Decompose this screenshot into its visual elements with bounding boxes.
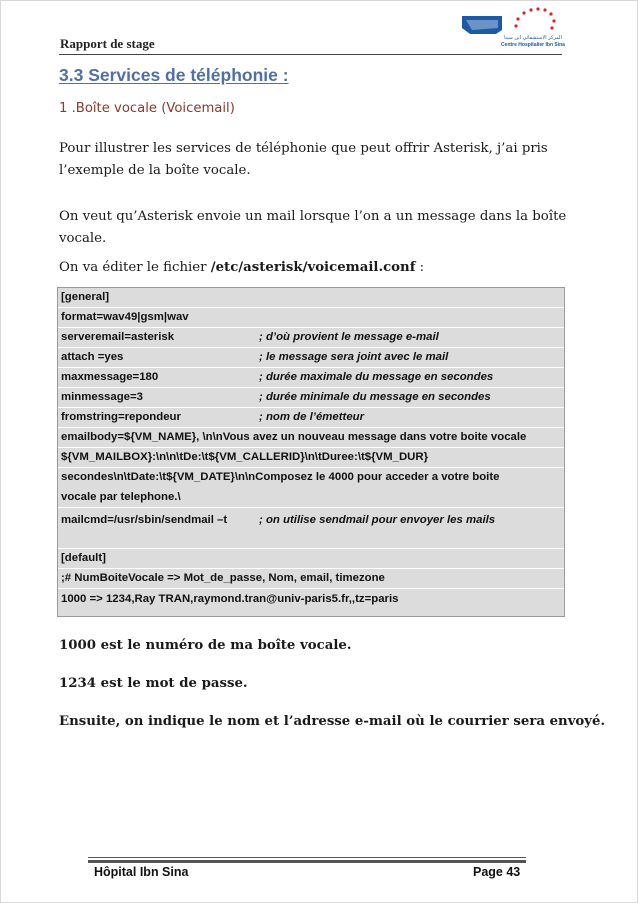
code-row [58, 468, 564, 508]
code-row [58, 328, 564, 348]
mail-paragraph [59, 206, 569, 250]
edit-suffix: : [415, 260, 425, 275]
code-line: fromstring=repondeur [61, 411, 181, 423]
code-comment: ; d’où provient le message e-mail [259, 331, 439, 343]
code-line: mailcmd=/usr/sbin/sendmail –t [61, 514, 228, 526]
code-line: vocale par telephone.\ [61, 491, 181, 503]
edit-instruction [59, 257, 569, 279]
code-row [58, 589, 564, 615]
intro-paragraph [59, 138, 569, 182]
footer-rule [88, 857, 526, 858]
code-line: maxmessage=180 [61, 371, 159, 383]
edit-prefix: On va éditer le fichier [59, 260, 211, 275]
code-line: [general] [61, 291, 110, 303]
logo-arabic-text: المركز الاستشفائي ابن سينا [504, 35, 562, 41]
code-comment: ; le message sera joint avec le mail [259, 351, 449, 363]
intro-line-1: Pour illustrer les services de téléphonie que peut offrir Asterisk, j’ai pris [59, 141, 548, 156]
code-row [58, 448, 564, 468]
code-line: emailbody=${VM_NAME}, \n\nVous avez un nouveau message dans votre boite vocale [61, 431, 527, 443]
code-line: 1000 => 1234,Ray TRAN,raymond.tran@univ-paris5.fr,,tz=paris [61, 593, 399, 605]
code-row [58, 348, 564, 368]
statement-password: 1234 est le mot de passe. [59, 676, 248, 691]
page-number: Page 43 [473, 865, 521, 879]
code-line: secondes\n\tDate:\t${VM_DATE}\n\nComposez le 4000 pour acceder a votre boite [61, 471, 500, 483]
voicemail-config-block [57, 287, 565, 617]
footer-hospital-name: Hôpital Ibn Sina [94, 865, 189, 879]
logo-stars-icon [514, 7, 555, 29]
subsection-title: 1 .Boîte vocale (Voicemail) [59, 101, 235, 116]
header-rule [59, 54, 562, 55]
code-row [58, 308, 564, 328]
code-line: minmessage=3 [61, 391, 143, 403]
header-title: Rapport de stage [60, 36, 155, 51]
code-line: format=wav49|gsm|wav [61, 311, 189, 323]
code-comment: ; durée maximale du message en secondes [259, 371, 494, 383]
code-row [58, 569, 564, 589]
code-line: ;# NumBoiteVocale => Mot_de_passe, Nom, email, timezone [61, 572, 385, 584]
mail-line-2: vocale. [59, 231, 107, 246]
code-line: ${VM_MAILBOX}:\n\n\tDe:\t${VM_CALLERID}\n\tDuree:\t${VM_DUR} [61, 451, 429, 463]
code-row [58, 368, 564, 388]
statement-mailbox-number: 1000 est le numéro de ma boîte vocale. [59, 638, 352, 653]
mail-line-1: On veut qu’Asterisk envoie un mail lorsque l’on a un message dans la boîte [59, 209, 567, 224]
code-line: serveremail=asterisk [61, 331, 175, 343]
code-row [58, 549, 564, 569]
code-row [58, 428, 564, 448]
code-row [58, 288, 564, 308]
section-title: 3.3 Services de téléphonie : [59, 65, 289, 85]
code-line: attach =yes [61, 351, 124, 363]
code-comment: ; durée minimale du message en secondes [259, 391, 491, 403]
statement-email: Ensuite, on indique le nom et l’adresse e-mail où le courrier sera envoyé. [59, 714, 606, 729]
hospital-logo [458, 6, 565, 52]
logo-caption: Centre Hospitalier Ibn Sina [501, 42, 565, 48]
code-comment: ; on utilise sendmail pour envoyer les mails [259, 514, 496, 526]
code-comment: ; nom de l’émetteur [259, 411, 365, 423]
code-row [58, 508, 564, 549]
code-row [58, 388, 564, 408]
code-row [58, 408, 564, 428]
code-line: [default] [61, 552, 106, 564]
intro-line-2: l’exemple de la boîte vocale. [59, 163, 251, 178]
footer-rule-thick [88, 860, 526, 863]
config-file-path: /etc/asterisk/voicemail.conf [210, 260, 416, 275]
